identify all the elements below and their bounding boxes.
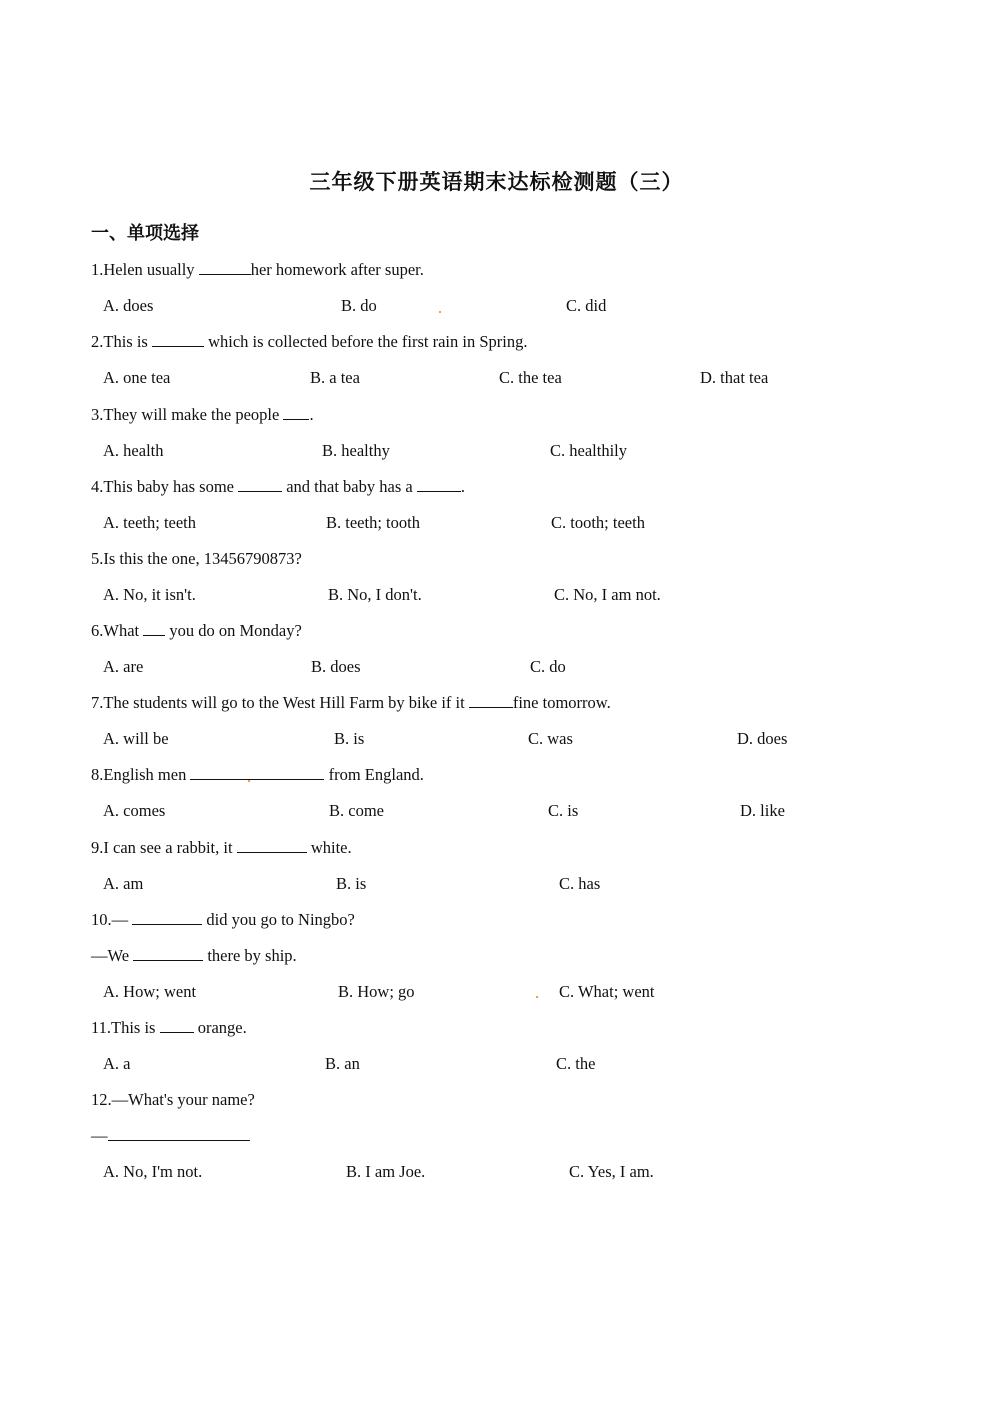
question-1: 1.Helen usually her homework after super.: [91, 260, 424, 279]
option-c[interactable]: C. was: [528, 729, 573, 748]
answer-blank[interactable]: [108, 1125, 250, 1141]
answer-blank[interactable]: [190, 764, 324, 780]
option-a[interactable]: A. teeth; teeth: [103, 513, 197, 532]
option-b[interactable]: B. do: [341, 296, 377, 315]
question-3: 3.They will make the people .: [91, 405, 314, 424]
question-4: 4.This baby has some and that baby has a .: [91, 477, 465, 496]
option-c[interactable]: C. did: [566, 296, 607, 315]
option-b[interactable]: B. a tea: [310, 368, 360, 387]
option-b[interactable]: B. is: [336, 874, 367, 893]
stray-mark: [439, 311, 441, 313]
answer-blank[interactable]: [199, 259, 251, 275]
answer-blank[interactable]: [143, 620, 165, 636]
question-8: 8.English men from England.: [91, 765, 424, 784]
question-2: 2.This is which is collected before the first rain in Spring.: [91, 332, 528, 351]
option-d[interactable]: D. that tea: [700, 368, 769, 387]
option-a[interactable]: A. does: [103, 296, 154, 315]
answer-blank[interactable]: [152, 331, 204, 347]
question-12: 12.—What's your name?: [91, 1090, 255, 1109]
question-6: 6.What you do on Monday?: [91, 621, 302, 640]
answer-blank[interactable]: [132, 909, 202, 925]
option-a[interactable]: A. No, I'm not.: [103, 1162, 203, 1181]
answer-blank[interactable]: [238, 476, 282, 492]
option-a[interactable]: A. one tea: [103, 368, 171, 387]
options-10: [0, 981, 993, 1003]
option-b[interactable]: B. an: [325, 1054, 360, 1073]
question-5: 5.Is this the one, 13456790873?: [91, 549, 302, 568]
answer-blank[interactable]: [237, 837, 307, 853]
options-3: [0, 440, 993, 462]
option-c[interactable]: C. is: [548, 801, 579, 820]
answer-blank[interactable]: [133, 945, 203, 961]
option-a[interactable]: A. are: [103, 657, 144, 676]
answer-blank[interactable]: [417, 476, 461, 492]
option-b[interactable]: B. No, I don't.: [328, 585, 422, 604]
option-b[interactable]: B. come: [329, 801, 384, 820]
option-a[interactable]: A. am: [103, 874, 144, 893]
option-b[interactable]: B. I am Joe.: [346, 1162, 426, 1181]
question-12-reply: —: [91, 1125, 250, 1147]
options-8: [0, 800, 993, 822]
option-a[interactable]: A. a: [103, 1054, 131, 1073]
question-10: 10.— did you go to Ningbo?: [91, 910, 355, 929]
answer-blank[interactable]: [283, 404, 309, 420]
answer-blank[interactable]: [160, 1017, 194, 1033]
page-title: 三年级下册英语期末达标检测题（三）: [309, 169, 684, 194]
option-c[interactable]: C. the: [556, 1054, 596, 1073]
answer-blank[interactable]: [469, 692, 513, 708]
options-7: [0, 728, 993, 750]
stray-mark: [536, 996, 538, 998]
option-a[interactable]: A. How; went: [103, 982, 197, 1001]
question-7: 7.The students will go to the West Hill Farm by bike if it fine tomorrow.: [91, 693, 611, 712]
option-d[interactable]: D. does: [737, 729, 788, 748]
option-c[interactable]: C. healthily: [550, 441, 627, 460]
option-c[interactable]: C. the tea: [499, 368, 562, 387]
option-b[interactable]: B. teeth; tooth: [326, 513, 420, 532]
question-11: 11.This is orange.: [91, 1018, 247, 1037]
option-c[interactable]: C. tooth; teeth: [551, 513, 645, 532]
option-c[interactable]: C. has: [559, 874, 601, 893]
option-b[interactable]: B. does: [311, 657, 361, 676]
options-5: [0, 584, 993, 606]
stray-mark: [248, 780, 250, 782]
option-a[interactable]: A. will be: [103, 729, 169, 748]
options-4: [0, 512, 993, 534]
option-b[interactable]: B. healthy: [322, 441, 390, 460]
option-c[interactable]: C. No, I am not.: [554, 585, 661, 604]
options-6: [0, 656, 993, 678]
option-c[interactable]: C. do: [530, 657, 566, 676]
question-10-reply: —We there by ship.: [91, 946, 297, 965]
option-a[interactable]: A. health: [103, 441, 164, 460]
question-9: 9.I can see a rabbit, it white.: [91, 838, 352, 857]
option-c[interactable]: C. Yes, I am.: [569, 1162, 654, 1181]
options-11: [0, 1053, 993, 1075]
section-heading: 一、单项选择: [91, 223, 199, 244]
option-d[interactable]: D. like: [740, 801, 785, 820]
option-a[interactable]: A. comes: [103, 801, 166, 820]
option-a[interactable]: A. No, it isn't.: [103, 585, 196, 604]
options-1: [0, 295, 993, 317]
options-9: [0, 873, 993, 895]
options-12: [0, 1161, 993, 1183]
option-b[interactable]: B. is: [334, 729, 365, 748]
options-2: [0, 367, 993, 389]
option-c[interactable]: C. What; went: [559, 982, 655, 1001]
option-b[interactable]: B. How; go: [338, 982, 415, 1001]
